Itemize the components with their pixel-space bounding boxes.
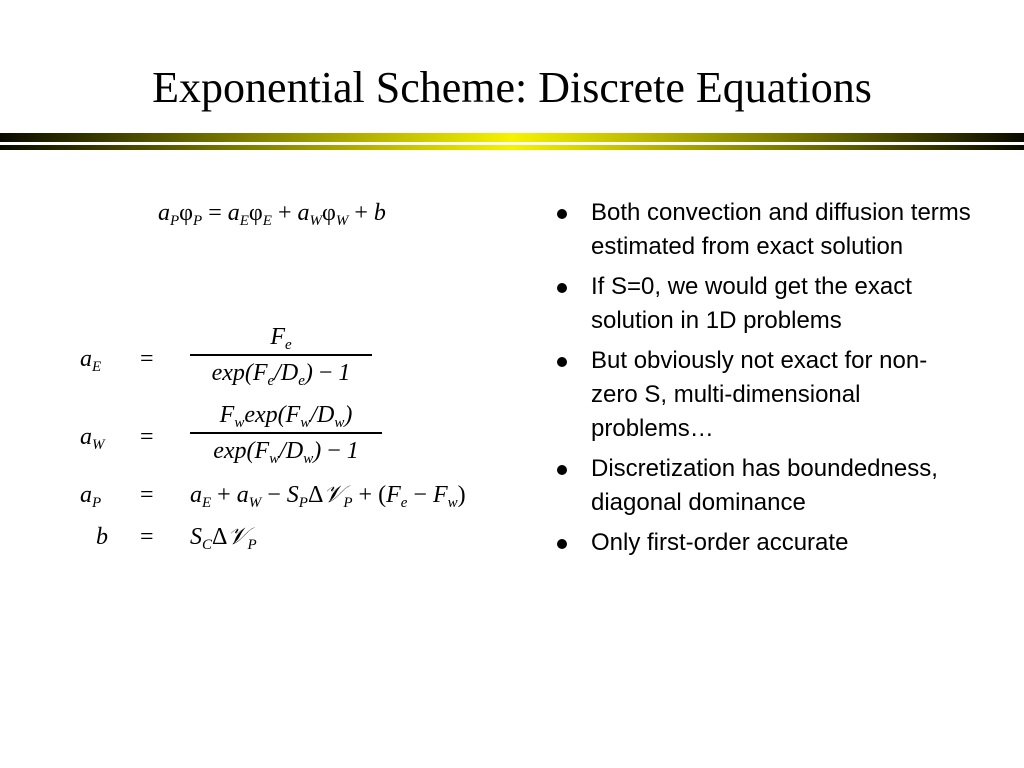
- aW-fraction: $F_w\exp(F_w/D_w)$ $\exp(F_w/D_w) - 1$: [190, 400, 382, 466]
- bullet-item: [553, 452, 973, 520]
- bullet-dot-icon: [557, 357, 567, 367]
- bullet-item: [553, 196, 973, 264]
- bullet-dot-icon: [557, 283, 567, 293]
- title-divider-thick: [0, 133, 1024, 142]
- title-divider-thin: [0, 145, 1024, 150]
- slide-title: Exponential Scheme: Discrete Equations: [152, 63, 872, 112]
- aE-fraction: $F_e$ $\exp(F_e/D_e) - 1$: [190, 322, 372, 388]
- bullet-item: [553, 526, 973, 560]
- bullet-dot-icon: [557, 465, 567, 475]
- bullet-dot-icon: [557, 209, 567, 219]
- bullet-item: [553, 344, 973, 446]
- bullet-item: [553, 270, 973, 338]
- main-discrete-equation: $a_P\varphi_P = a_E\varphi_E + a_W\varphi_W + b$: [158, 200, 386, 229]
- bullet-text: But obviously not exact for non-zero S, multi-dimensional problems…: [591, 347, 928, 442]
- bullet-text: Only first-order accurate: [591, 529, 849, 556]
- bullet-text: Discretization has boundedness, diagonal dominance: [591, 455, 938, 516]
- bullet-text: Both convection and diffusion terms estimated from exact solution: [591, 199, 971, 260]
- bullet-dot-icon: [557, 539, 567, 549]
- bullet-text: If S=0, we would get the exact solution in 1D problems: [591, 273, 912, 334]
- bullet-list: [553, 196, 973, 566]
